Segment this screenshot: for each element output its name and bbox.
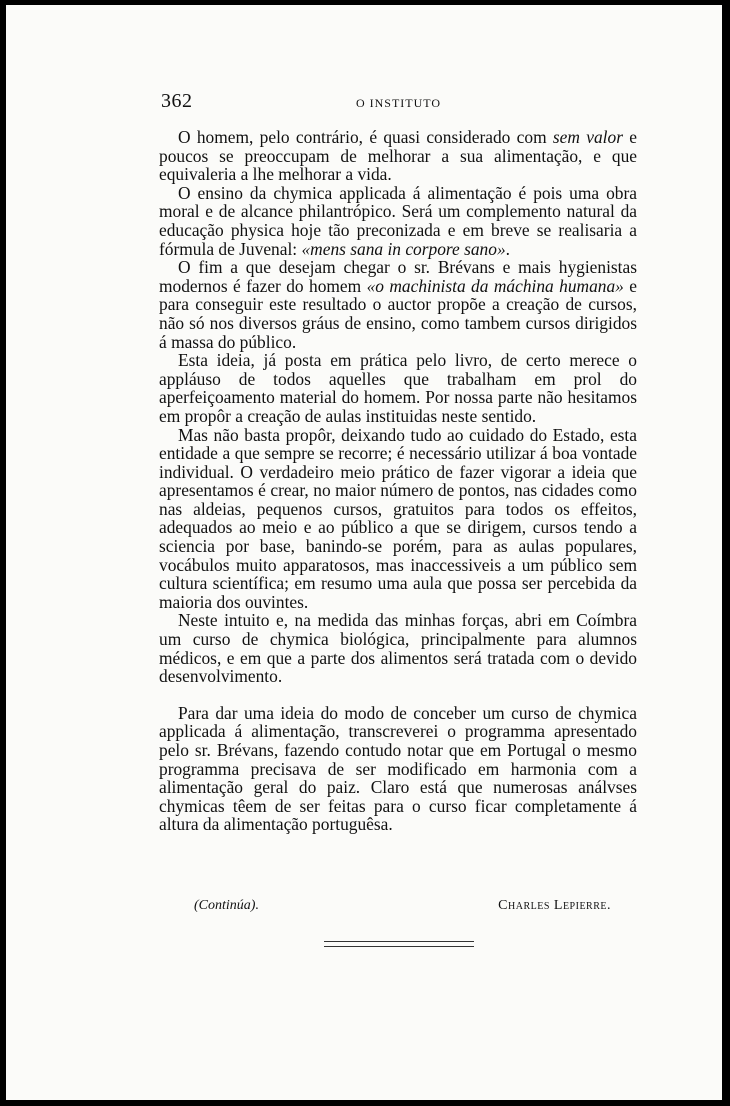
end-rule-divider bbox=[324, 941, 474, 947]
text-segment: e poucos se preoccupam de melhorar a sua alimentação, e que equivaleria a lhe melhorar a vida. bbox=[159, 127, 637, 185]
italic-term: sem valor bbox=[552, 127, 623, 147]
book-page bbox=[6, 5, 722, 1100]
paragraph-7 bbox=[159, 704, 637, 834]
article-footer bbox=[194, 898, 611, 918]
paragraph-5 bbox=[159, 426, 637, 612]
author-signature: Charles Lepierre. bbox=[498, 898, 611, 913]
text-segment: Esta ideia, já posta em prática pelo livro, de certo merece o appláuso de todos aquelles que trabalham em prol do aperfeiçoamento material do homem. Por nossa parte não hesitamos em propôr a creação de aulas instituidas neste sentido. bbox=[159, 350, 637, 426]
text-segment: e para conseguir este resultado o auctor propõe a creação de cursos, não só nos diversos gráus de ensino, como tambem cursos dirigidos á massa do público. bbox=[159, 275, 637, 352]
text-segment: O fim a que desejam chegar o sr. Brévans e mais hygienistas modernos é fazer do homem bbox=[159, 257, 637, 296]
paragraph-4 bbox=[159, 351, 637, 425]
text-segment: Para dar uma ideia do modo de conceber um curso de chymica applicada á alimentação, transcreverei o programma apresentado pelo sr. Brévans, fazendo contudo notar que em Portugal o mesmo programma precisava de ser modificado em harmonia com a alimentação geral do paiz. Claro está que numerosas análvses chymicas têem de ser feitas para o curso ficar completamente á altura da alimentação portuguêsa. bbox=[159, 702, 637, 835]
text-segment: Mas não basta propôr, deixando tudo ao cuidado do Estado, esta entidade a que sempre se recorre; é necessário utilizar á boa vontade individual. O verdadeiro meio prático de fazer vigorar a ideia que apresentamos é crear, no maior número de pontos, nas cidades como nas aldeias, pequenos cursos, gratuitos para todos os effeitos, adequados ao meio e ao público a que se dirigem, cursos tendo a sciencia por base, banindo-se porém, para as aulas populares, vocábulos muito apparatosos, mas inaccessiveis a um público sem cultura scientífica; em resumo uma aula que possa ser percebida da maioria dos ouvintes. bbox=[159, 424, 637, 612]
text-segment: . bbox=[505, 238, 510, 259]
paragraph-3 bbox=[159, 258, 637, 351]
text-segment: O ensino da chymica applicada á alimentação é pois uma obra moral e de alcance philantrópico. Será um complemento natural da educação physica hoje tão preconizada e em breve se realisaria a fórmula de Juvenal: bbox=[159, 182, 637, 259]
article-body bbox=[159, 128, 637, 834]
text-segment: Neste intuito e, na medida das minhas forças, abri em Coímbra um curso de chymica biológica, principalmente para alumnos médicos, e em que a parte dos alimentos será tratada com o devido desenvolvimento. bbox=[159, 610, 637, 687]
text-segment: O homem, pelo contrário, é quasi considerado com bbox=[178, 127, 553, 147]
running-title: O INSTITUTO bbox=[355, 96, 442, 110]
continued-note: (Continúa). bbox=[194, 898, 259, 913]
paragraph-2 bbox=[159, 184, 637, 258]
paragraph-6 bbox=[159, 611, 637, 685]
page-number: 362 bbox=[161, 90, 193, 112]
page-header bbox=[161, 90, 636, 120]
paragraph-1 bbox=[159, 128, 637, 184]
italic-quote: «o machinista da máchina humana» bbox=[366, 275, 624, 296]
italic-quote: «mens sana in corpore sano» bbox=[301, 238, 506, 259]
